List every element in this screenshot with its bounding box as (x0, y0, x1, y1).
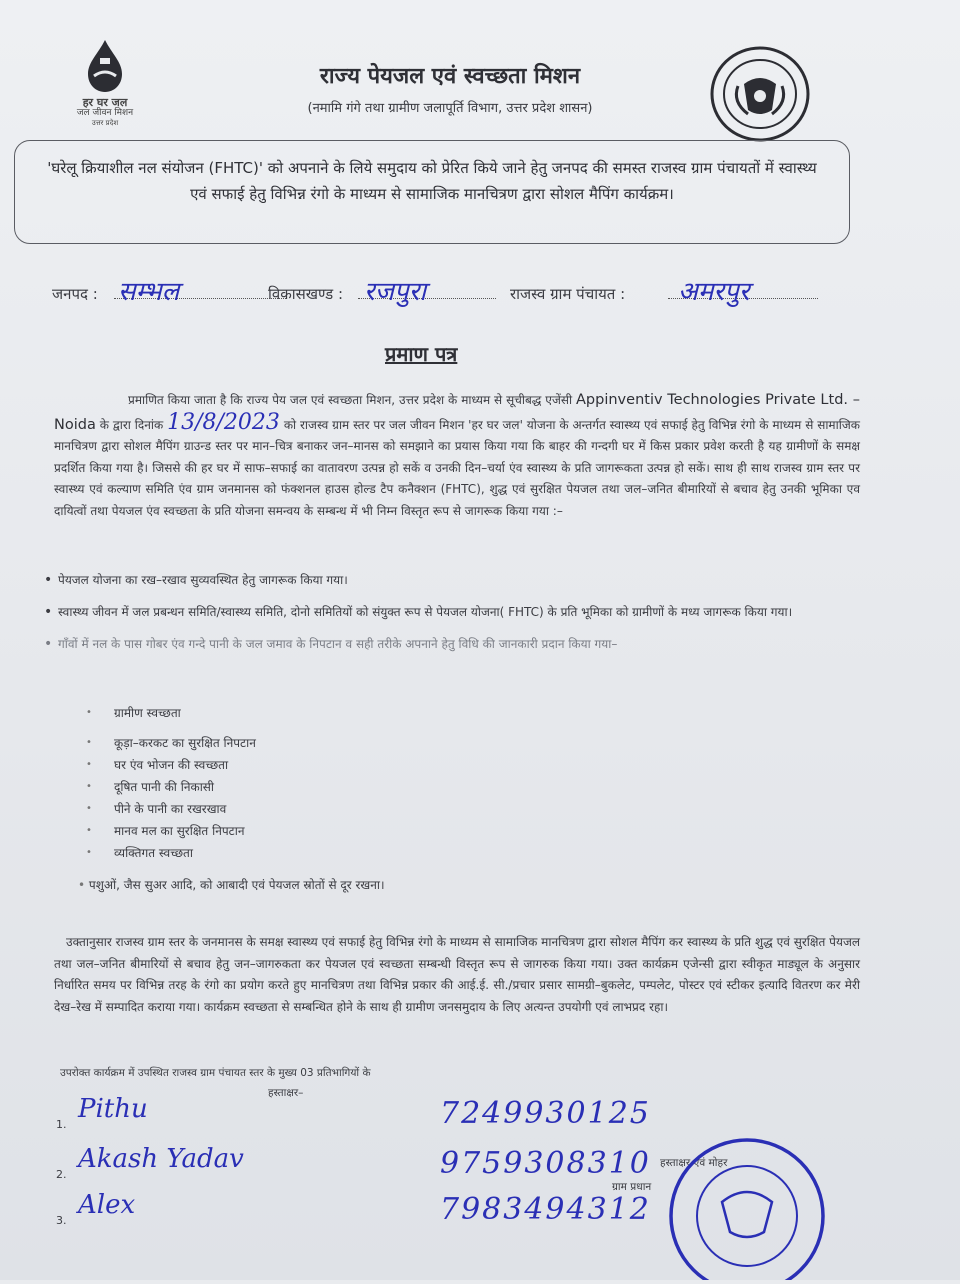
list-item: • मानव मल का सुरक्षित निपटान (86, 820, 256, 842)
certificate-paragraph-2: उक्तानुसार राजस्व ग्राम स्तर के जनमानस के समक्ष स्वास्थ्य एवं सफाई हेतु विभिन्न रंगो के माध्यम से सामाजिक मानचित्रण द्वारा सोशल मैपिंग कर स्वास्थ्य के प्रति शुद्ध एवं सुरक्षित पेयजल तथा जल–जनित बीमारियों से बचाव हेतु जन–जागरुकता कर पेयजल एवं स्वच्छता सम्बन्धी विस्तृत रूप से जागरुक किया गया। उक्त कार्यक्रम एजेन्सी द्वारा स्वीकृत माड्यूल के अनुसार निर्धारित समय पर विभिन्न तरह के रंगो का प्रयोग करते हुए मानचित्रण तथा विभिन्न प्रकार की आई.ई. सी./प्रचार प्रसार सामग्री–बुकलेट, पम्पलेट, पोस्टर एवं स्टीकर इत्यादि वितरण कर मेरी देख–रेख में सम्पादित कराया गया। कार्यक्रम स्वच्छता से सम्बन्धित होने के साथ ही ग्रामीण जनसमुदाय के लिए अत्यन्त उपयोगी एवं लाभप्रद रहा। (54, 935, 860, 1014)
list-item: • दूषित पानी की निकासी (86, 776, 256, 798)
awareness-bullets (44, 570, 864, 666)
panchayat-label: राजस्व ग्राम पंचायत : (510, 285, 626, 303)
page-subtitle: (नमामि गंगे तथा ग्रामीण जलापूर्ति विभाग, उत्तर प्रदेश शासन) (307, 101, 593, 116)
stamp-label: हस्ताक्षर एवं मोहर (660, 1157, 728, 1169)
certificate-title: प्रमाण पत्र (385, 342, 458, 366)
vikaskhand-label: विकासखण्ड : (268, 285, 344, 303)
signatory-number: 3. (56, 1214, 67, 1227)
program-description-box: 'घरेलू क्रियाशील नल संयोजन (FHTC)' को अपनाने के लिये समुदाय को प्रेरित किये जाने हेतु जनपद की समस्त राजस्व ग्राम पंचायतों में स्वास्थ्य एवं सफाई हेतु विभिन्न रंगो के माध्यम से सामाजिक मानचित्रण द्वारा सोशल मैपिंग कार्यक्रम। (14, 140, 850, 244)
para1-part2: के द्वारा दिनांक (99, 417, 164, 432)
program-date: 13/8/2023 (167, 409, 280, 435)
list-item: • कूड़ा–करकट का सुरक्षित निपटान (86, 732, 256, 754)
signatory-number: 1. (56, 1118, 67, 1131)
list-item: • पीने के पानी का रखरखाव (86, 798, 256, 820)
up-government-emblem (708, 44, 812, 148)
para1-part1: प्रमाणित किया जाता है कि राज्य पेय जल एवं स्वच्छता मिशन, उत्तर प्रदेश के माध्यम से सूचीबद्ध एजेंसी (128, 393, 573, 407)
janpad-label: जनपद : (52, 285, 98, 303)
stamp-label-2: ग्राम प्रधान (612, 1181, 652, 1193)
gram-panchayat-stamp (662, 1132, 832, 1284)
vikaskhand-value: रजपुरा (364, 277, 427, 307)
panchayat-value: अमरपुर (678, 277, 750, 307)
stamp-icon (662, 1132, 832, 1280)
signatory-signature: Pithu (78, 1094, 148, 1124)
bullet-item: • पेयजल योजना का रख–रखाव सुव्यवस्थित हेतु जागरूक किया गया। (44, 570, 864, 590)
janpad-value: सम्भल (118, 277, 180, 307)
logo-line1: हर घर जल (82, 96, 128, 109)
sanitation-topics-list (86, 702, 256, 864)
list-item: • घर एंव भोजन की स्वच्छता (86, 754, 256, 776)
participants-note: उपरोक्त कार्यक्रम में उपस्थित राजस्व ग्राम पंचायत स्तर के मुख्य 03 प्रतिभागियों के (60, 1067, 371, 1079)
para1-part3: को राजस्व ग्राम स्तर पर जल जीवन मिशन 'हर घर जल' योजना के अन्तर्गत स्वास्थ्य एवं सफाई हेतु विभिन्न रंगो के माध्यम से सामाजिक मानचित्रण द्वारा सोशल मैपिंग ग्राउन्ड स्तर पर मान–चित्र बनाकर जन–मानस को समझाने का प्रयास किया गया कि बाहर की गन्दगी घर में किस प्रकार प्रवेश करती है यह ग्रामीणों के समक्ष प्रदर्शित किया गया है। जिससे की हर घर में साफ–सफाई का वातावरण उत्पन्न हो सकें व उनकी दिन–चर्या एंव स्वास्थ्य के प्रति जागरूकता उत्पन्न हो सकें। साथ ही साथ राजस्व ग्राम स्तर पर स्वास्थ्य एवं कल्याण समिति एंव ग्राम जनमानस को फंक्शनल हाउस होल्ड टैप कनैक्शन (FHTC), शुद्ध एवं सुरक्षित पेयजल तथा जल–जनित बीमारियों से बचाव हेतु उनकी भूमिका एव दायित्वों तथा पेयजल एंव स्वच्छता के प्रति योजना समन्वय के सम्बन्ध में भी निम्न विस्तृत रूप से जागरूक किया गया :– (54, 417, 860, 518)
logo-line3: उत्तर प्रदेश (91, 119, 119, 127)
har-ghar-jal-logo (50, 38, 160, 128)
logo-line2: जल जीवन मिशन (76, 108, 134, 118)
company-name: Appinventiv Technologies Private Ltd. – Noida (54, 392, 860, 433)
list-item: • व्यक्तिगत स्वच्छता (86, 842, 256, 864)
certificate-paragraph-1 (54, 390, 860, 522)
signatory-phone: 9759308310 (440, 1146, 651, 1181)
list-item: • ग्रामीण स्वच्छता (86, 702, 256, 724)
signatory-phone: 7249930125 (440, 1096, 651, 1131)
signatory-signature: Alex (78, 1190, 136, 1220)
page-title: राज्य पेयजल एवं स्वच्छता मिशन (319, 64, 581, 89)
animals-bullet-text: पशुओं, जैस सुअर आदि, को आबादी एवं पेयजल स्रोतों से दूर रखना। (88, 878, 385, 892)
signatory-phone: 7983494312 (440, 1192, 651, 1227)
bullet-item: • स्वास्थ्य जीवन में जल प्रबन्धन समिति/स्वास्थ्य समिति, दोनो समितियों को संयुक्त रूप से पेयजल योजना( FHTC) के प्रति भूमिका को ग्रामीणों के मध्य जागरूक किया गया। (44, 602, 864, 622)
header-title-block (220, 60, 680, 116)
animals-bullet (78, 876, 385, 893)
signatory-signature: Akash Yadav (78, 1144, 244, 1174)
signatures-label: हस्ताक्षर– (268, 1087, 304, 1099)
emblem-icon (708, 44, 812, 144)
water-drop-icon (78, 38, 132, 94)
bullet-item: • गाँवों में नल के पास गोबर एंव गन्दे पानी के जल जमाव के निपटान व सही तरीके अपनाने हेतु विधि की जानकारी प्रदान किया गया– (44, 634, 864, 654)
signatory-number: 2. (56, 1168, 67, 1181)
